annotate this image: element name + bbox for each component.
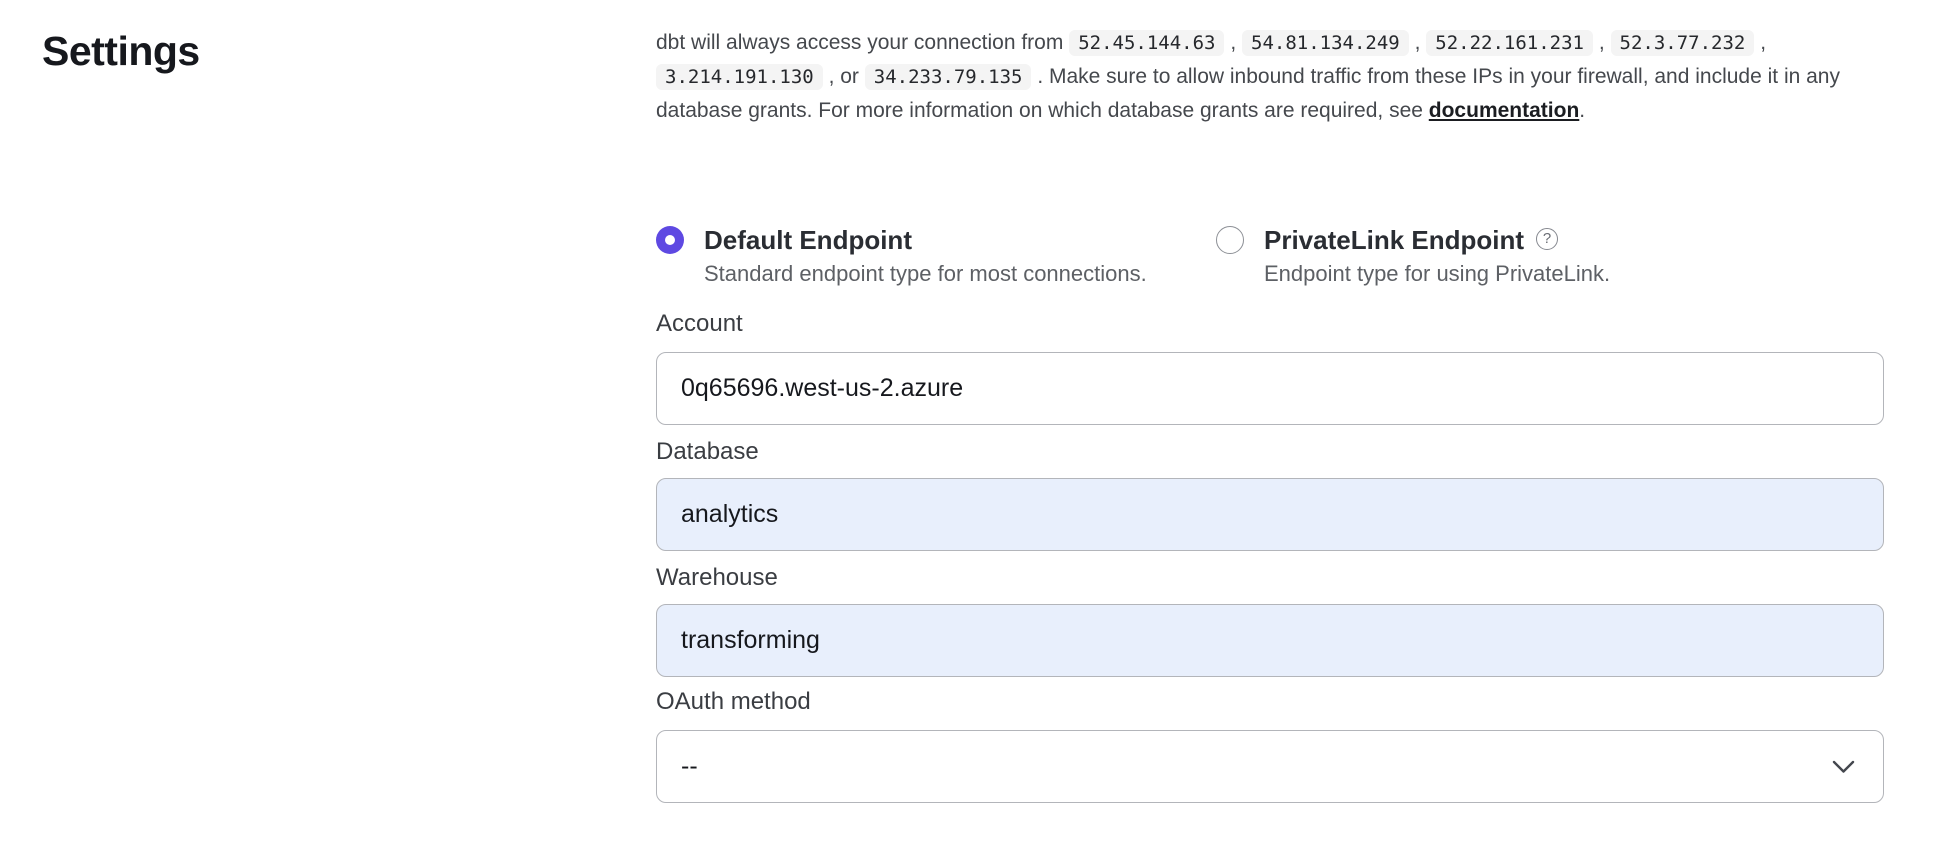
radio-label-privatelink-endpoint (1264, 224, 1610, 256)
oauth-method-selected-value: -- (681, 752, 698, 780)
ip-address-chip: 3.214.191.130 (656, 64, 823, 90)
page-title: Settings (42, 28, 200, 74)
radio-selected-icon[interactable] (656, 226, 684, 254)
documentation-link[interactable]: documentation (1428, 99, 1580, 122)
warehouse-field (656, 564, 1884, 677)
note-end: . (1579, 99, 1586, 122)
oauth-method-select[interactable] (656, 730, 1884, 803)
note-separator: , (1414, 31, 1421, 54)
ip-address-chip: 34.233.79.135 (865, 64, 1032, 90)
radio-option-privatelink-endpoint[interactable] (1216, 224, 1610, 287)
ip-address-chip: 52.3.77.232 (1611, 30, 1755, 56)
connection-note (656, 26, 1884, 128)
chevron-down-icon (1832, 760, 1855, 774)
note-separator: , (1598, 31, 1605, 54)
radio-description-privatelink-endpoint: Endpoint type for using PrivateLink. (1264, 261, 1611, 286)
radio-option-texts (1264, 224, 1610, 287)
endpoint-radio-group (656, 224, 1884, 294)
account-label: Account (656, 310, 743, 337)
radio-option-default-endpoint[interactable] (656, 224, 1147, 287)
note-after: . Make sure to allow inbound traffic from these IPs in your firewall, and include it in any database grants. For more information on which database grants are required, see (656, 65, 1840, 122)
radio-option-texts (704, 224, 1147, 287)
note-separator: , (1230, 31, 1237, 54)
radio-label-default-endpoint: Default Endpoint (704, 225, 912, 255)
database-label: Database (656, 438, 759, 465)
oauth-method-label: OAuth method (656, 688, 811, 715)
warehouse-input[interactable] (656, 604, 1884, 677)
account-field (656, 310, 1884, 425)
warehouse-label: Warehouse (656, 564, 778, 591)
database-input[interactable] (656, 478, 1884, 551)
note-intro: dbt will always access your connection from (656, 31, 1064, 54)
radio-unselected-icon[interactable] (1216, 226, 1244, 254)
radio-description-default-endpoint: Standard endpoint type for most connections. (704, 261, 1147, 286)
radio-label-text: PrivateLink Endpoint (1264, 225, 1525, 255)
help-question-icon[interactable]: ? (1536, 228, 1558, 250)
note-separator-or: , or (828, 65, 859, 88)
database-field (656, 438, 1884, 551)
oauth-method-field (656, 688, 1884, 803)
settings-content (656, 0, 1884, 854)
ip-address-chip: 52.22.161.231 (1426, 30, 1593, 56)
ip-address-chip: 54.81.134.249 (1242, 30, 1409, 56)
account-input[interactable] (656, 352, 1884, 425)
note-separator: , (1760, 31, 1767, 54)
ip-address-chip: 52.45.144.63 (1069, 30, 1224, 56)
